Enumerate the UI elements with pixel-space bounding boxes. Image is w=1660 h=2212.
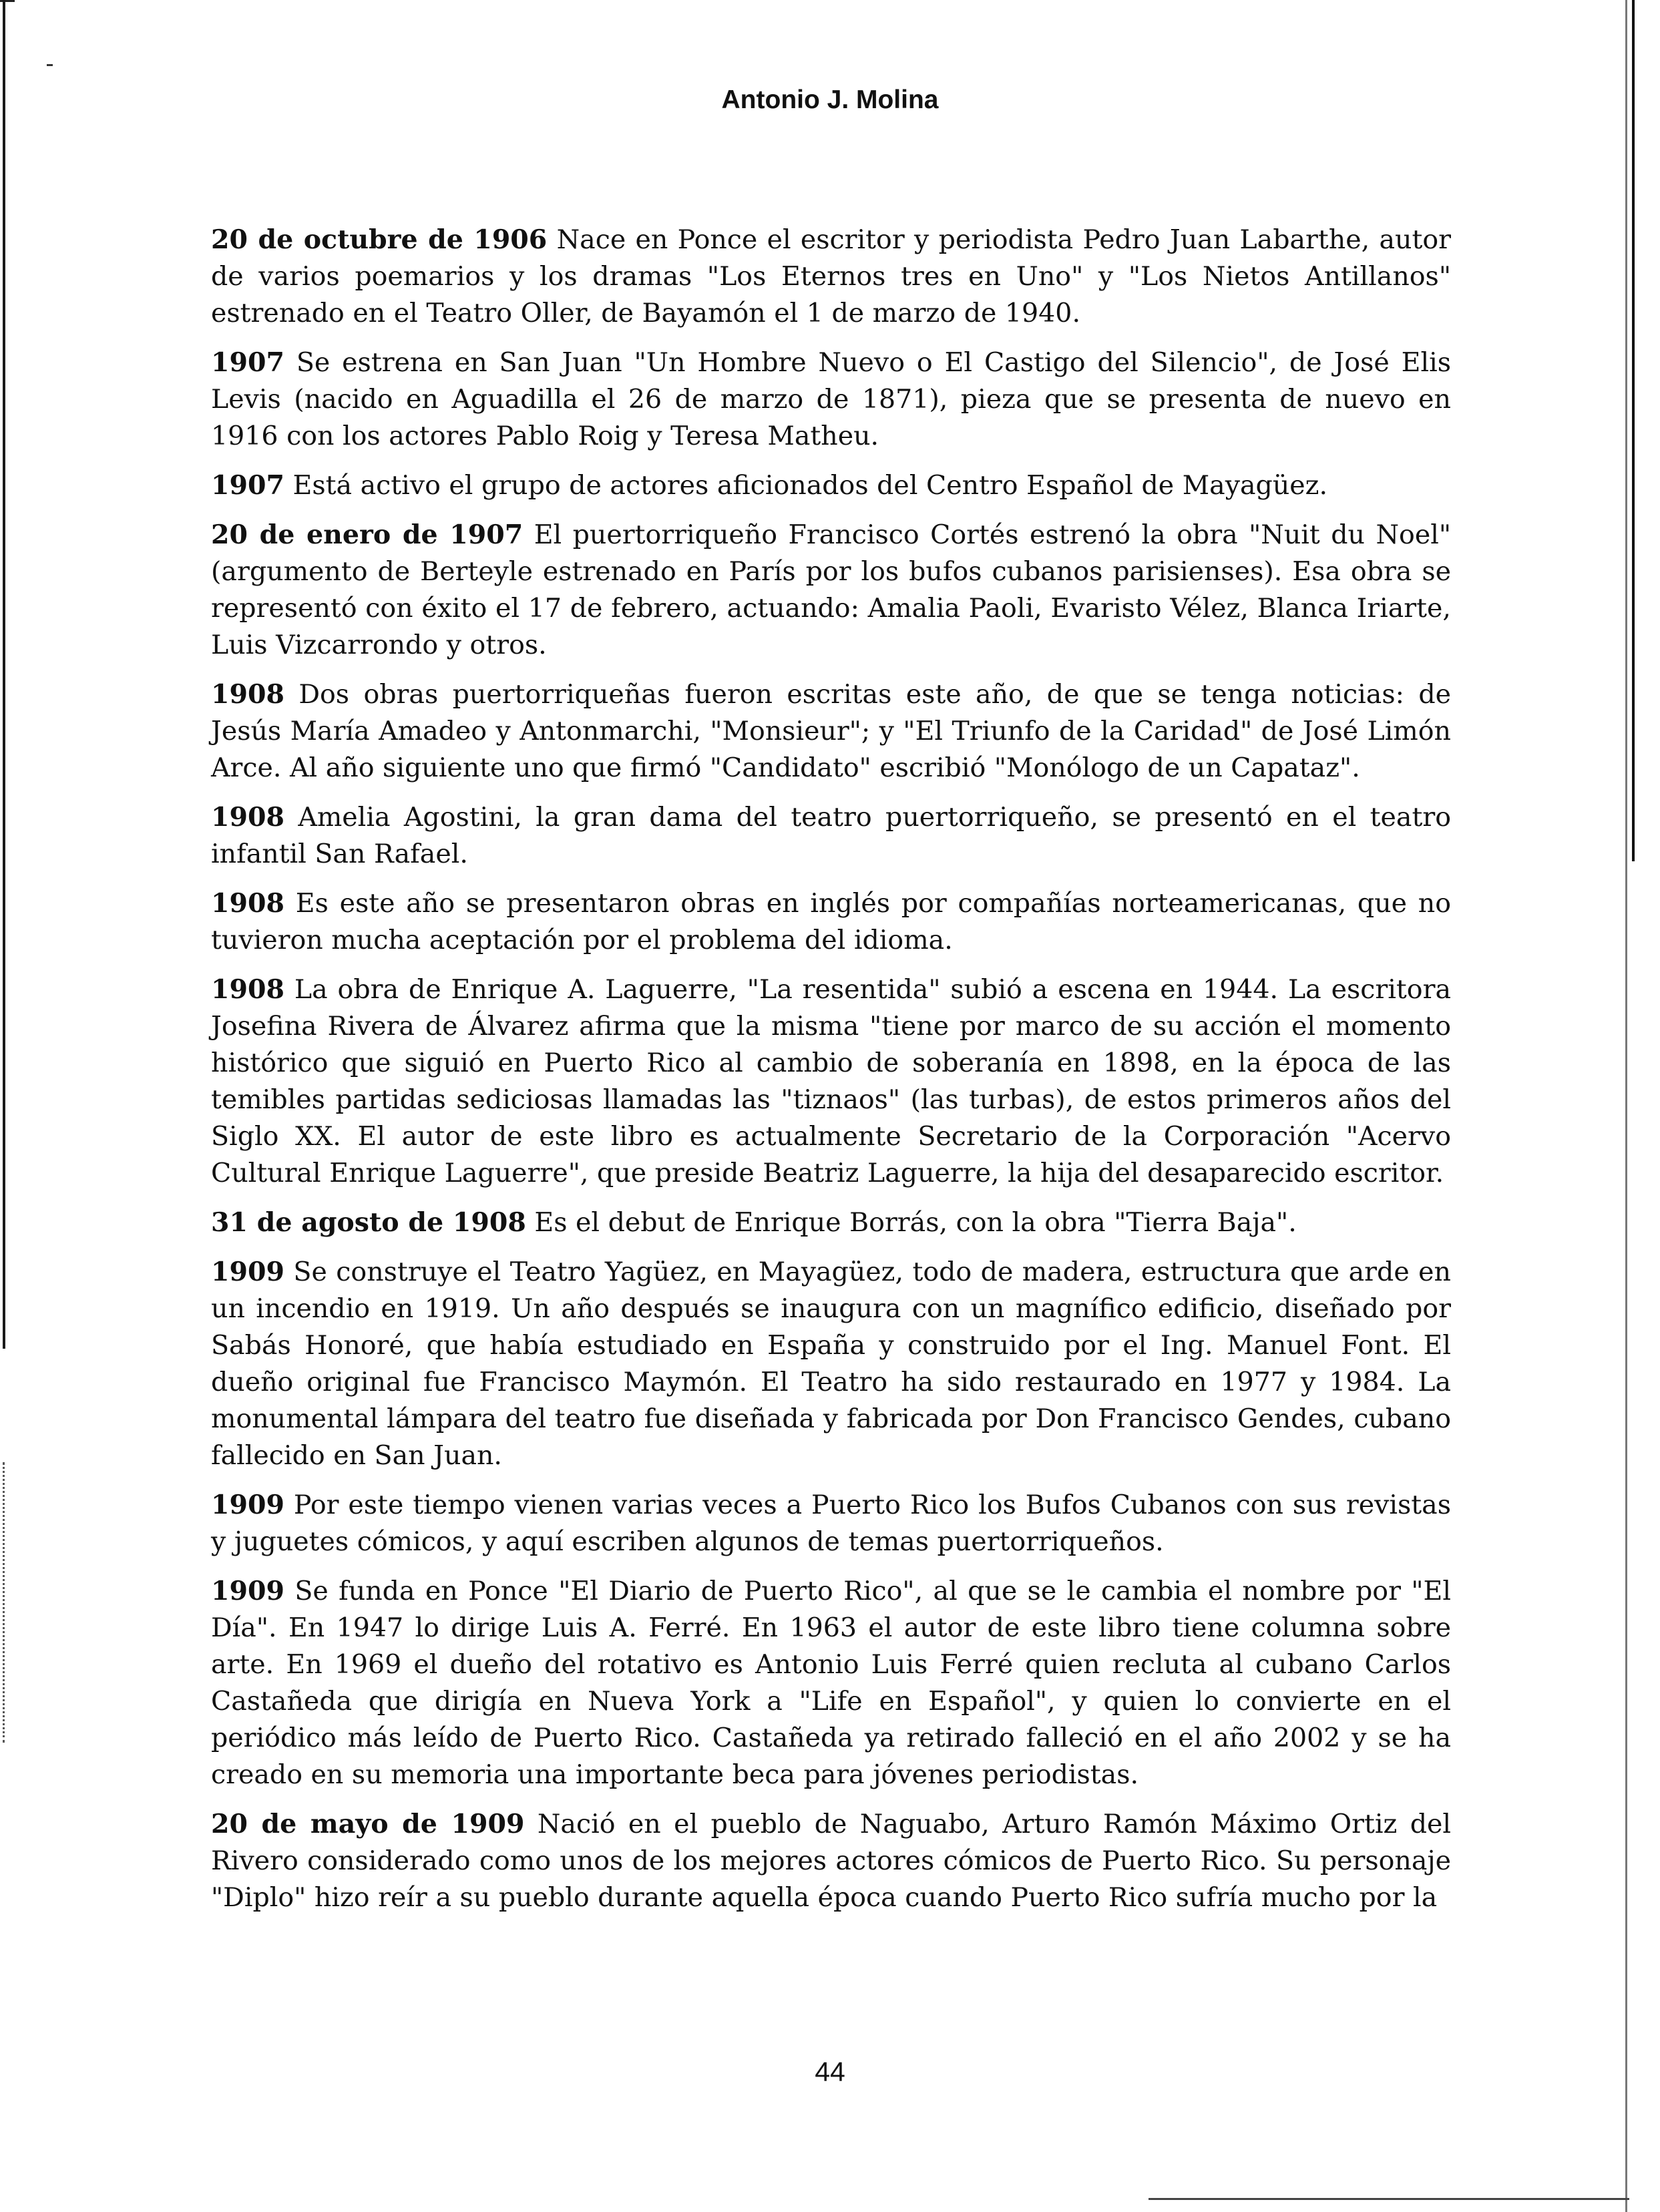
entry-text: Se funda en Ponce "El Diario de Puerto Rico", al que se le cambia el nombre por "El Día". En 1947 lo dirige Luis A. Ferré. En 1963 el autor de este libro tiene columna sobre arte. En 1969 el dueño del rotativo es Antonio Luis Ferré quien recluta al cubano Carlos Castañeda que dirigía en Nueva York a "Life en Español", y quien lo convierte en el periódico más leído de Puerto Rico. Castañeda ya retirado falleció en el año 2002 y se ha creado en su memoria una importante beca para jóvenes periodistas.	[211, 1576, 1451, 1790]
chronology-entry	[211, 676, 1451, 787]
page-number: 44	[815, 2056, 845, 2087]
entry-text: La obra de Enrique A. Laguerre, "La resentida" subió a escena en 1944. La escritora Josefina Rivera de Álvarez afirma que la misma "tiene por marco de su acción el momento histórico que siguió en Puerto Rico al cambio de soberanía en 1898, en la época de las temibles partidas sediciosas llamadas las "tiznaos" (las turbas), de estos primeros años del Siglo XX. El autor de este libro es actualmente Secretario de la Corporación "Acervo Cultural Enrique Laguerre", que preside Beatriz Laguerre, la hija del desaparecido escritor.	[211, 974, 1452, 1188]
scan-left-edge-dotted	[3, 1462, 7, 1743]
scan-speck	[47, 64, 53, 66]
entry-date: 1907	[211, 470, 284, 501]
entry-text: Es este año se presentaron obras en inglés por compañías norteamericanas, que no tuvieron mucha aceptación por el problema del idioma.	[211, 888, 1452, 955]
chronology-body	[211, 222, 1451, 1929]
chronology-entry	[211, 971, 1451, 1192]
entry-date: 31 de agosto de 1908	[211, 1207, 526, 1238]
scan-bottom-edge	[1149, 2198, 1629, 2200]
entry-date: 1909	[211, 1490, 284, 1520]
chronology-entry	[211, 1573, 1451, 1793]
chronology-entry	[211, 222, 1451, 332]
entry-text: Nace en Ponce el escritor y periodista Pedro Juan Labarthe, autor de varios poemarios y los dramas "Los Eternos tres en Uno" y "Los Nietos Antillanos" estrenado en el Teatro Oller, de Bayamón el 1 de marzo de 1940.	[211, 224, 1451, 328]
chronology-entry	[211, 1487, 1451, 1560]
scan-left-edge	[3, 0, 5, 1349]
entry-date: 1908	[211, 974, 284, 1005]
entry-text: Por este tiempo vienen varias veces a Puerto Rico los Bufos Cubanos con sus revistas y juguetes cómicos, y aquí escriben algunos de temas puertorriqueños.	[211, 1490, 1451, 1557]
chronology-entry	[211, 1254, 1451, 1474]
entry-text: Nació en el pueblo de Naguabo, Arturo Ramón Máximo Ortiz del Rivero considerado como unos de los mejores actores cómicos de Puerto Rico. Su personaje "Diplo" hizo reír a su pueblo durante aquella época cuando Puerto Rico sufría mucho por la	[211, 1809, 1452, 1913]
chronology-entry	[211, 345, 1451, 455]
entry-date: 1909	[211, 1576, 284, 1606]
chronology-entry	[211, 1204, 1451, 1241]
chronology-entry	[211, 1806, 1451, 1916]
entry-text: Amelia Agostini, la gran dama del teatro puertorriqueño, se presentó en el teatro infantil San Rafael.	[211, 802, 1451, 869]
entry-text: Dos obras puertorriqueñas fueron escritas este año, de que se tenga noticias: de Jesús María Amadeo y Antonmarchi, "Monsieur"; y "El Triunfo de la Caridad" de José Limón Arce. Al año siguiente uno que firmó "Candidato" escribió "Monólogo de un Capataz".	[211, 679, 1451, 783]
chronology-entry	[211, 885, 1451, 959]
entry-date: 20 de octubre de 1906	[211, 224, 548, 255]
entry-text: Es el debut de Enrique Borrás, con la obra "Tierra Baja".	[534, 1207, 1297, 1238]
entry-date: 1908	[211, 679, 284, 710]
entry-text: Se construye el Teatro Yagüez, en Mayagüez, todo de madera, estructura que arde en un incendio en 1919. Un año después se inaugura con un magnífico edificio, diseñado por Sabás Honoré, que había estudiado en España y construido por el Ing. Manuel Font. El dueño original fue Francisco Maymón. El Teatro ha sido restaurado en 1977 y 1984. La monumental lámpara del teatro fue diseñada y fabricada por Don Francisco Gendes, cubano fallecido en San Juan.	[211, 1257, 1451, 1471]
scan-right-edge-dark	[1632, 0, 1635, 861]
chronology-entry	[211, 517, 1451, 664]
entry-date: 1907	[211, 347, 284, 378]
running-header: Antonio J. Molina	[721, 85, 939, 114]
entry-text: Se estrena en San Juan "Un Hombre Nuevo o El Castigo del Silencio", de José Elis Levis (nacido en Aguadilla el 26 de marzo de 1871), pieza que se presenta de nuevo en 1916 con los actores Pablo Roig y Teresa Matheu.	[211, 347, 1452, 451]
entry-date: 1908	[211, 802, 284, 833]
chronology-entry	[211, 467, 1451, 504]
entry-text: Está activo el grupo de actores aficionados del Centro Español de Mayagüez.	[292, 470, 1328, 501]
scan-right-edge	[1625, 0, 1627, 2212]
entry-date: 1908	[211, 888, 284, 919]
chronology-entry	[211, 799, 1451, 873]
entry-date: 20 de mayo de 1909	[211, 1809, 525, 1839]
entry-text: El puertorriqueño Francisco Cortés estrenó la obra "Nuit du Noel"(argumento de Berteyle estrenado en París por los bufos cubanos parisienses). Esa obra se representó con éxito el 17 de febrero, actuando: Amalia Paoli, Evaristo Vélez, Blanca Iriarte, Luis Vizcarrondo y otros.	[211, 519, 1451, 660]
entry-date: 20 de enero de 1907	[211, 519, 524, 550]
entry-date: 1909	[211, 1257, 284, 1287]
